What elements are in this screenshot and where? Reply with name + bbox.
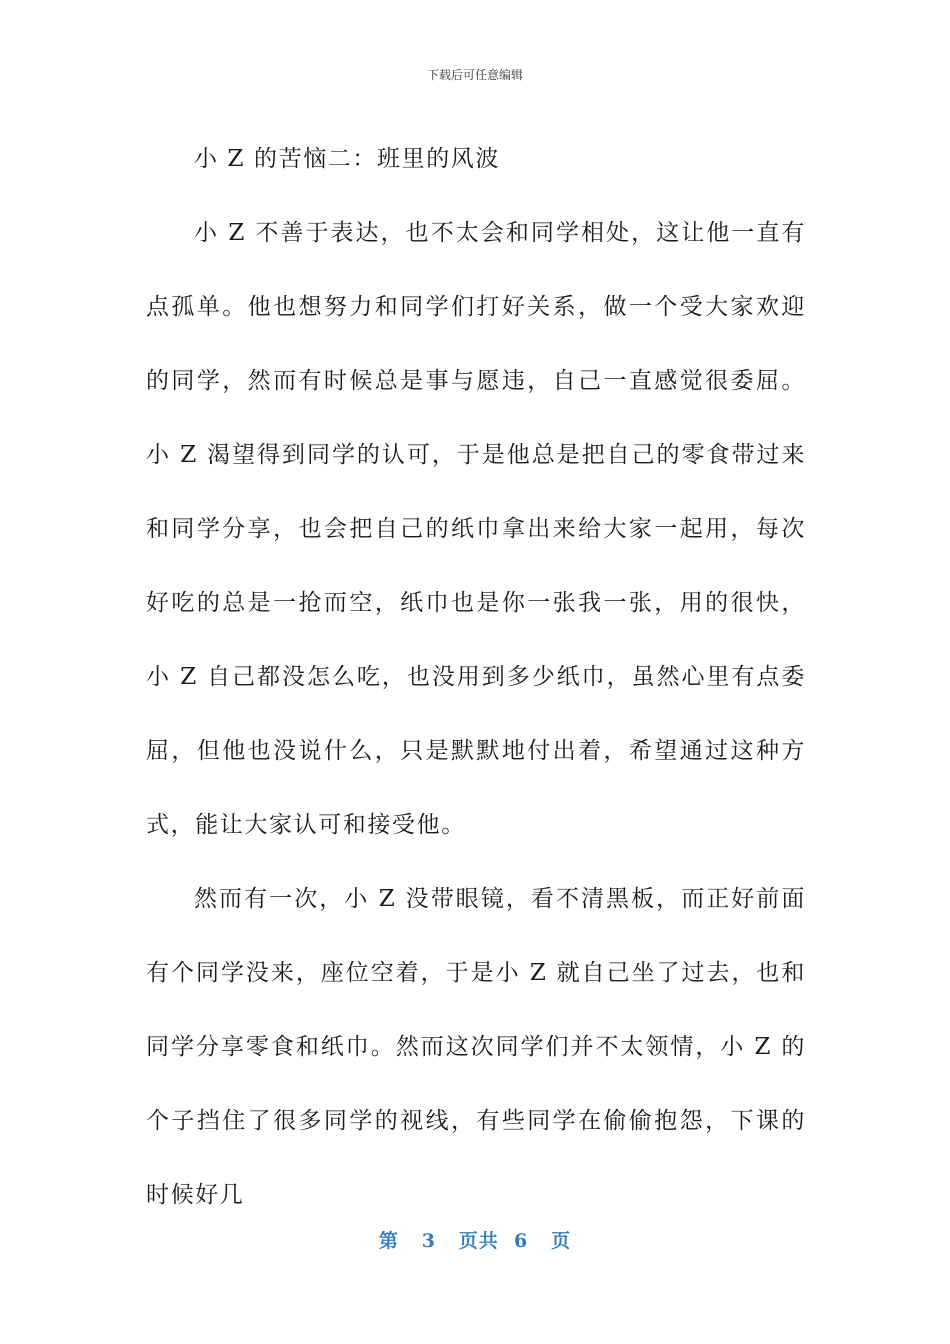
paragraph-2: 然而有一次，小 Z 没带眼镜，看不清黑板，而正好前面有个同学没来，座位空着，于是小 Z 就自己坐了过去，也和同学分享零食和纸巾。然而这次同学们并不太领情，小 Z 的个子挡住了很多同学的视线，有些同学在偷偷抱怨，下课的时候好几 [146,886,806,1208]
footer-total-pages: 6 [514,1230,529,1252]
page-header-note: 下载后可任意编辑 [426,68,523,82]
section-title: 小 Z 的苦恼二：班里的风波 [194,146,501,172]
page-footer [0,1226,950,1253]
footer-suffix: 页 [551,1230,572,1252]
document-body [146,122,806,1232]
footer-current-page: 3 [421,1230,436,1252]
footer-prefix: 第 [378,1230,399,1252]
paragraph-1: 小 Z 不善于表达，也不太会和同学相处，这让他一直有点孤单。他也想努力和同学们打好关系，做一个受大家欢迎的同学，然而有时候总是事与愿违，自己一直感觉很委屈。小 Z 渴望得到同学的认可，于是他总是把自己的零食带过来和同学分享，也会把自己的纸巾拿出来给大家一起用，每次好吃的总是一抢而空，纸巾也是你一张我一张，用的很快，小 Z 自己都没怎么吃，也没用到多少纸巾，虽然心里有点委屈，但他也没说什么，只是默默地付出着，希望通过这种方式，能让大家认可和接受他。 [146,220,806,838]
footer-middle: 页共 [458,1230,499,1252]
